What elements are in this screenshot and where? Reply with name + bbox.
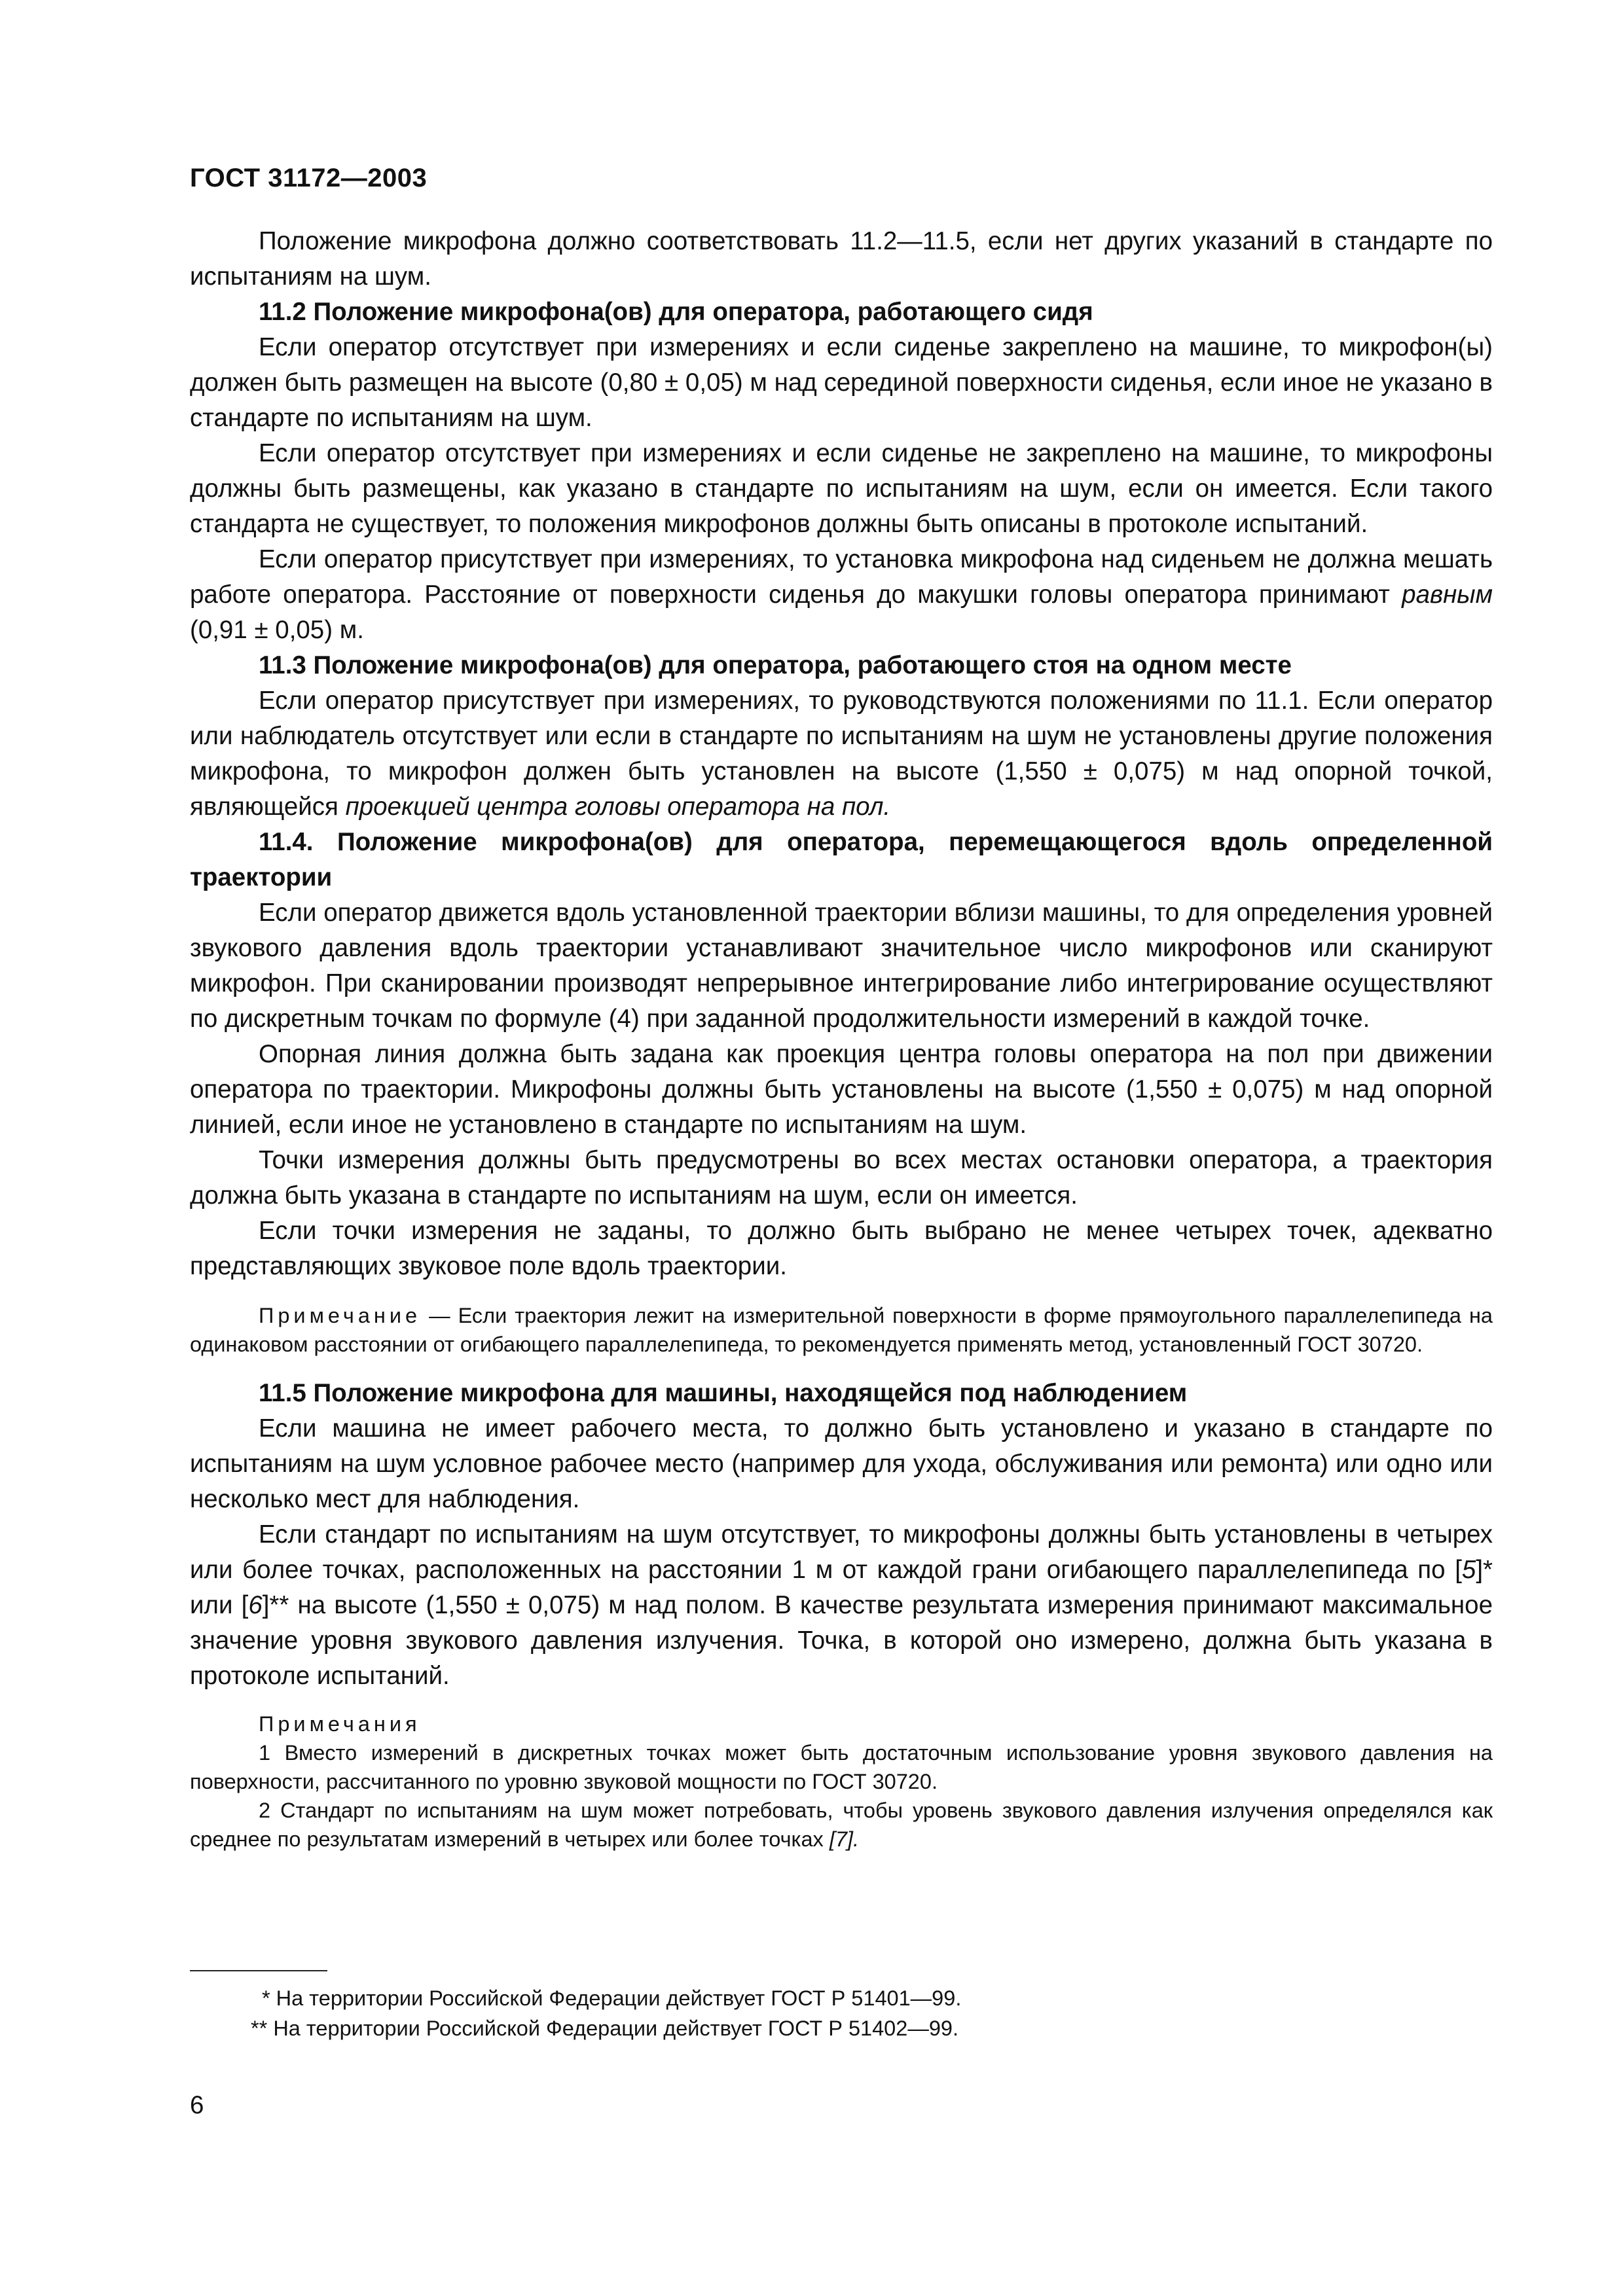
notes-label-row <box>190 1710 1493 1738</box>
notes-label: Примечания <box>259 1712 421 1736</box>
note-label: Примечание <box>259 1304 422 1327</box>
italic-term: равным <box>1402 581 1493 609</box>
reference-6: 6 <box>248 1591 263 1619</box>
text-span: ]** на высоте (1,550 ± 0,075) м над полом. В качестве результата измерения принимают максимальное значение уровня звукового давления излучения. Точка, в которой оно измерено, должна быть указана в протоколе испытаний. <box>190 1591 1493 1690</box>
text-span: Если стандарт по испытаниям на шум отсутствует, то микрофоны должны быть установлены в четырех или более точках, расположенных на расстоянии 1 м от каждой грани огибающего параллелепипеда по [ <box>190 1520 1493 1584</box>
section-11-2-paragraph-1: Если оператор отсутствует при измерениях и если сиденье закреплено на машине, то микрофон(ы) должен быть размещен на высоте (0,80 ± 0,05) м над серединой поверхности сиденья, если иное не указано в стандарте по испытаниям на шум. <box>190 333 1493 432</box>
section-11-5-paragraph-2 <box>190 1517 1493 1694</box>
note-2 <box>190 1796 1493 1854</box>
text-span: 2 Стандарт по испытаниям на шум может потребовать, чтобы уровень звукового давления излучения определялся как среднее по результатам измерений в четырех или более точках <box>190 1799 1493 1851</box>
section-11-4-paragraph-1: Если оператор движется вдоль установленной траектории вблизи машины, то для определения уровней звукового давления вдоль траектории устанавливают значительное число микрофонов или сканируют микрофон. При сканировании производят непрерывное интегрирование либо интегрирование осуществляют по дискретным точкам по формуле (4) при заданной продолжительности измерений в каждой точке. <box>190 899 1493 1033</box>
note-1: 1 Вместо измерений в дискретных точках может быть достаточным использование уровня звукового давления на поверхности, рассчитанного по уровню звуковой мощности по ГОСТ 30720. <box>190 1741 1493 1793</box>
text-span: Если оператор присутствует при измерениях, то установка микрофона над сиденьем не должна мешать работе оператора. Расстояние от поверхности сиденья до макушки головы оператора принимают <box>190 545 1493 609</box>
section-11-2-paragraph-2: Если оператор отсутствует при измерениях и если сиденье не закреплено на машине, то микрофоны должны быть размещены, как указано в стандарте по испытаниям на шум, если он имеется. Если такого стандарта не существует, то положения микрофонов должны быть описаны в протоколе испытаний. <box>190 439 1493 538</box>
section-11-4-paragraph-4: Если точки измерения не заданы, то должно быть выбрано не менее четырех точек, адекватно представляющих звуковое поле вдоль траектории. <box>190 1217 1493 1280</box>
document-body <box>190 224 1493 1854</box>
intro-paragraph: Положение микрофона должно соответствовать 11.2—11.5, если нет других указаний в стандарте по испытаниям на шум. <box>190 227 1493 291</box>
section-11-5-paragraph-1: Если машина не имеет рабочего места, то должно быть установлено и указано в стандарте по испытаниям на шум условное рабочее место (например для ухода, обслуживания или ремонта) или одно или несколько мест для наблюдения. <box>190 1414 1493 1513</box>
text-span: (0,91 ± 0,05) м. <box>190 616 364 644</box>
footnotes <box>190 1983 1493 2043</box>
footnote-divider <box>190 1970 327 1971</box>
standard-header: ГОСТ 31172—2003 <box>190 164 428 192</box>
note-text: — Если траектория лежит на измерительной поверхности в форме прямоугольного параллелепипеда на одинаковом расстоянии от огибающего параллелепипеда, то рекомендуется применять метод, установленный ГОСТ 30720. <box>190 1304 1493 1356</box>
section-11-5-heading: 11.5 Положение микрофона для машины, находящейся под наблюдением <box>259 1379 1188 1407</box>
section-11-5-notes <box>190 1710 1493 1854</box>
page-number: 6 <box>190 2091 204 2119</box>
section-11-4-heading: 11.4. Положение микрофона(ов) для оператора, перемещающегося вдоль определенной траектории <box>190 828 1493 891</box>
text-span: Если оператор присутствует при измерениях, то руководствуются положениями по 11.1. Если оператор или наблюдатель отсутствует или если в стандарте по испытаниям на шум не установлены другие положения микрофона, то микрофон должен быть установлен на высоте (1,550 ± 0,075) м над опорной точкой, являющейся <box>190 687 1493 821</box>
section-11-3-paragraph-1 <box>190 683 1493 825</box>
note-paragraph <box>190 1301 1493 1359</box>
section-11-3-heading: 11.3 Положение микрофона(ов) для оператора, работающего стоя на одном месте <box>259 651 1292 679</box>
reference-5: 5 <box>1461 1556 1476 1584</box>
section-11-2-heading: 11.2 Положение микрофона(ов) для оператора, работающего сидя <box>259 298 1093 326</box>
text-span: ]* или [ <box>190 1556 1493 1619</box>
italic-phrase: проекцией центра головы оператора на пол. <box>345 793 891 821</box>
reference-7: [7]. <box>829 1827 859 1851</box>
footnote-1: * На территории Российской Федерации действует ГОСТ Р 51401—99. <box>262 1986 962 2010</box>
section-11-4-paragraph-2: Опорная линия должна быть задана как проекция центра головы оператора на пол при движении оператора по траектории. Микрофоны должны быть установлены на высоте (1,550 ± 0,075) м над опорной линией, если иное не установлено в стандарте по испытаниям на шум. <box>190 1040 1493 1139</box>
section-11-4-paragraph-3: Точки измерения должны быть предусмотрены во всех местах остановки оператора, а траектория должна быть указана в стандарте по испытаниям на шум, если он имеется. <box>190 1146 1493 1210</box>
section-11-4-note <box>190 1301 1493 1359</box>
section-11-2-paragraph-3 <box>190 542 1493 648</box>
footnote-2: ** На территории Российской Федерации действует ГОСТ Р 51402—99. <box>251 2017 959 2040</box>
